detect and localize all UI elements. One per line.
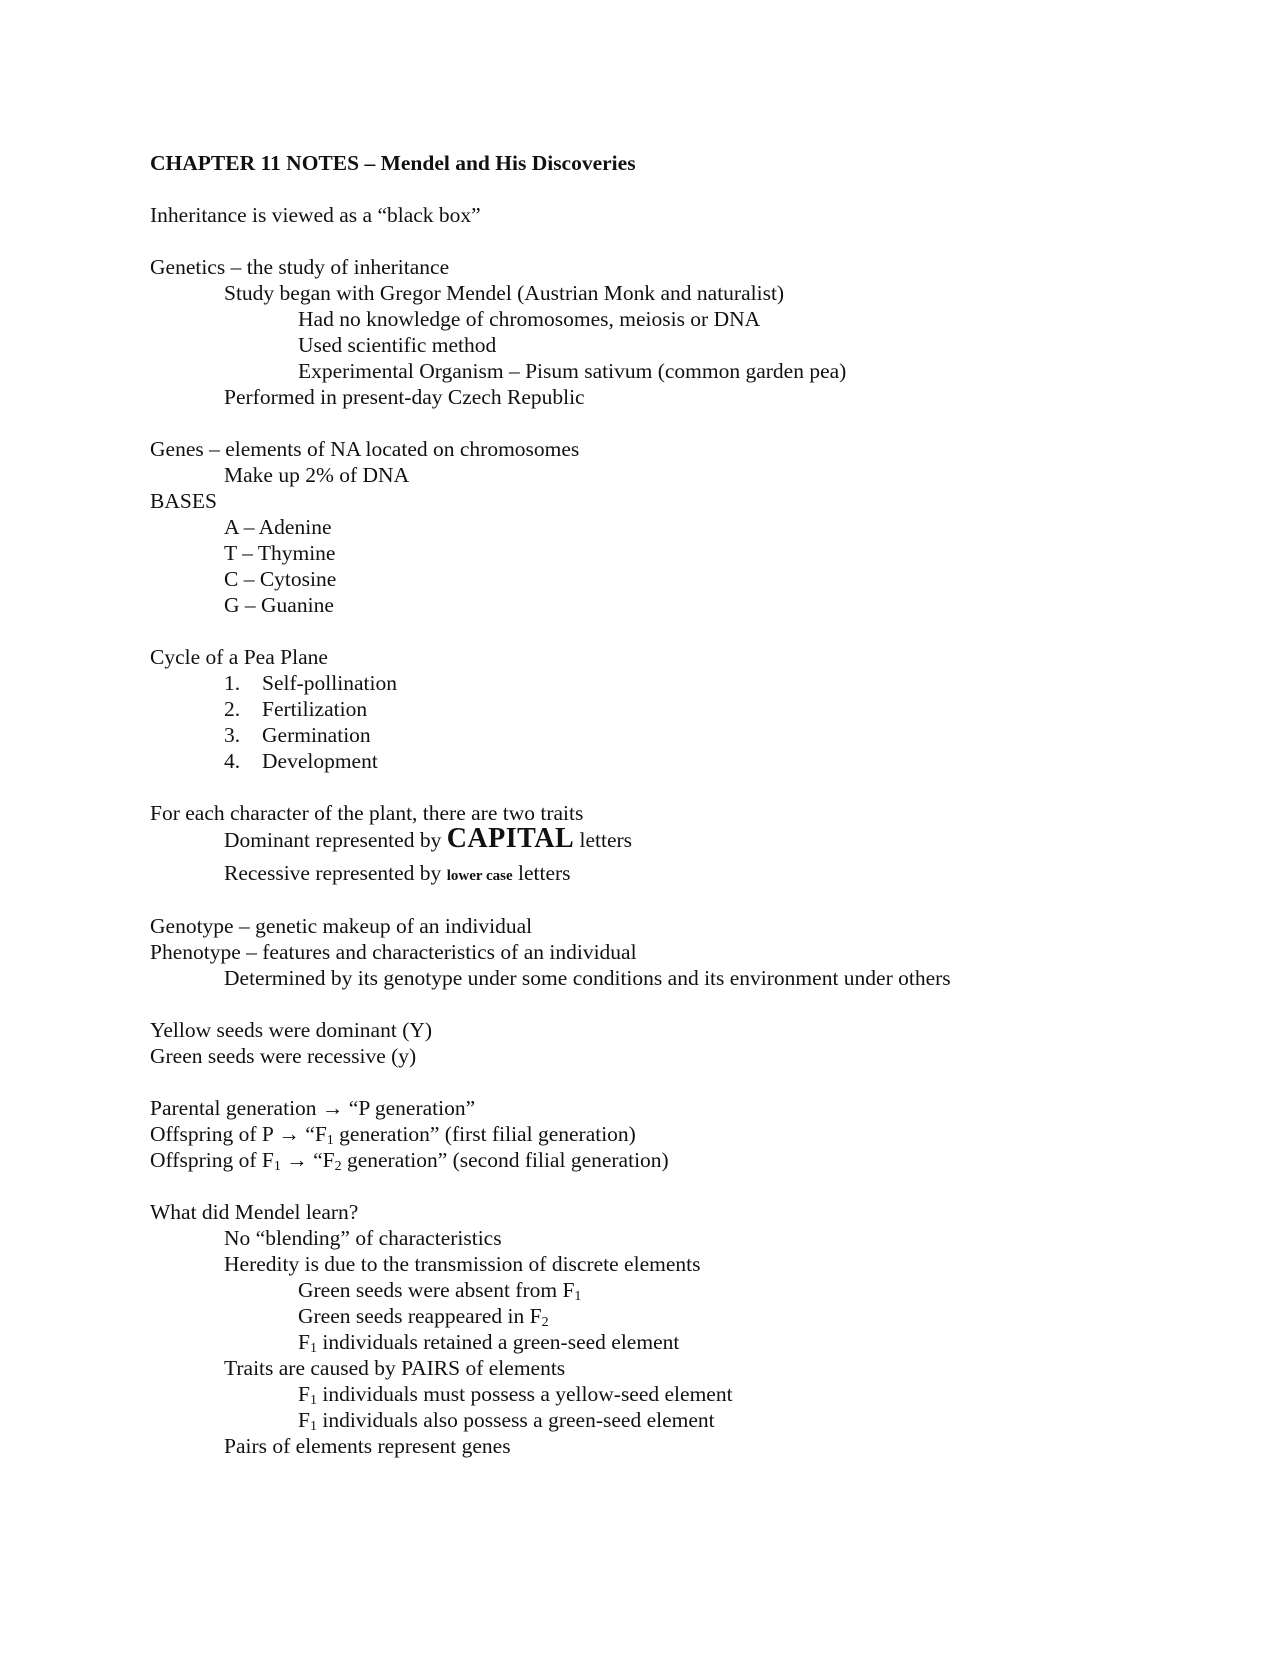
recessive-text: Recessive represented by xyxy=(224,861,447,885)
subscript: 1 xyxy=(326,1133,334,1148)
genetics-heading: Genetics – the study of inheritance xyxy=(150,255,450,279)
f2-text-mid: → “F xyxy=(280,1148,335,1172)
genetics-organism: Experimental Organism – Pisum sativum (common garden pea) xyxy=(298,359,847,383)
genotype-line: Genotype – genetic makeup of an individual xyxy=(150,914,533,938)
subscript: 1 xyxy=(309,1393,317,1408)
step-label: Germination xyxy=(262,723,371,747)
base-item: T – Thymine xyxy=(224,541,336,565)
yellow-text: individuals must possess a yellow-seed element xyxy=(316,1382,733,1406)
subscript: 1 xyxy=(273,1159,281,1174)
green-element-line xyxy=(298,1407,715,1433)
dominant-text-end: letters xyxy=(574,828,633,852)
f2-text: Offspring of F xyxy=(150,1148,274,1172)
recessive-text-end: letters xyxy=(512,861,571,885)
pairs-line: Traits are caused by PAIRS of elements xyxy=(224,1356,566,1380)
f2-line xyxy=(150,1147,669,1173)
lower-case-emphasis: lower case xyxy=(446,868,513,884)
step-number: 2. xyxy=(224,697,241,721)
green-text: individuals also possess a green-seed element xyxy=(316,1408,715,1432)
subscript: 2 xyxy=(541,1315,549,1330)
parental-line: Parental generation → “P generation” xyxy=(150,1096,476,1120)
capital-emphasis: CAPITAL xyxy=(446,823,575,854)
step-number: 3. xyxy=(224,723,241,747)
phenotype-determined: Determined by its genotype under some conditions and its environment under others xyxy=(224,966,951,990)
genetics-method: Used scientific method xyxy=(298,333,497,357)
phenotype-line: Phenotype – features and characteristics of an individual xyxy=(150,940,637,964)
base-item: A – Adenine xyxy=(224,515,332,539)
retained-line xyxy=(298,1329,679,1355)
subscript: 1 xyxy=(309,1341,317,1356)
f1-line xyxy=(150,1121,636,1147)
step-label: Self-pollination xyxy=(262,671,397,695)
green-f: F xyxy=(298,1408,310,1432)
subscript: 1 xyxy=(574,1289,582,1304)
subscript: 2 xyxy=(334,1159,342,1174)
genetics-no-knowledge: Had no knowledge of chromosomes, meiosis or DNA xyxy=(298,307,761,331)
dominant-line xyxy=(224,823,633,854)
yellow-seeds-line: Yellow seeds were dominant (Y) xyxy=(150,1018,433,1042)
learned-heading: What did Mendel learn? xyxy=(150,1200,359,1224)
step-number: 4. xyxy=(224,749,241,773)
dominant-text: Dominant represented by xyxy=(224,828,447,852)
bases-heading: BASES xyxy=(150,489,217,513)
genetics-study: Study began with Gregor Mendel (Austrian Monk and naturalist) xyxy=(224,281,785,305)
cycle-step xyxy=(224,722,371,748)
retained-f: F xyxy=(298,1330,310,1354)
traits-heading: For each character of the plant, there are two traits xyxy=(150,801,584,825)
intro-line: Inheritance is viewed as a “black box” xyxy=(150,203,481,227)
page-title: CHAPTER 11 NOTES – Mendel and His Discoveries xyxy=(150,151,636,175)
f1-text: Offspring of P → “F xyxy=(150,1122,327,1146)
absent-text: Green seeds were absent from F xyxy=(298,1278,575,1302)
f1-text-end: generation” (first filial generation) xyxy=(333,1122,636,1146)
reappeared-line xyxy=(298,1303,549,1329)
genes-heading: Genes – elements of NA located on chromosomes xyxy=(150,437,580,461)
genes-conclusion-line: Pairs of elements represent genes xyxy=(224,1434,511,1458)
green-seeds-line: Green seeds were recessive (y) xyxy=(150,1044,417,1068)
cycle-step xyxy=(224,696,367,722)
retained-text: individuals retained a green-seed element xyxy=(316,1330,680,1354)
f2-text-end: generation” (second filial generation) xyxy=(341,1148,669,1172)
yellow-element-line xyxy=(298,1381,733,1407)
reappeared-text: Green seeds reappeared in F xyxy=(298,1304,542,1328)
cycle-step xyxy=(224,748,378,774)
step-number: 1. xyxy=(224,671,241,695)
yellow-f: F xyxy=(298,1382,310,1406)
base-item: G – Guanine xyxy=(224,593,334,617)
step-label: Development xyxy=(262,749,378,773)
absent-line xyxy=(298,1277,581,1303)
cycle-step xyxy=(224,670,397,696)
heredity-line: Heredity is due to the transmission of discrete elements xyxy=(224,1252,701,1276)
step-label: Fertilization xyxy=(262,697,368,721)
subscript: 1 xyxy=(309,1419,317,1434)
genes-percent: Make up 2% of DNA xyxy=(224,463,410,487)
recessive-line xyxy=(224,860,571,889)
genetics-place: Performed in present-day Czech Republic xyxy=(224,385,585,409)
no-blending-line: No “blending” of characteristics xyxy=(224,1226,502,1250)
base-item: C – Cytosine xyxy=(224,567,337,591)
cycle-heading: Cycle of a Pea Plane xyxy=(150,645,328,669)
